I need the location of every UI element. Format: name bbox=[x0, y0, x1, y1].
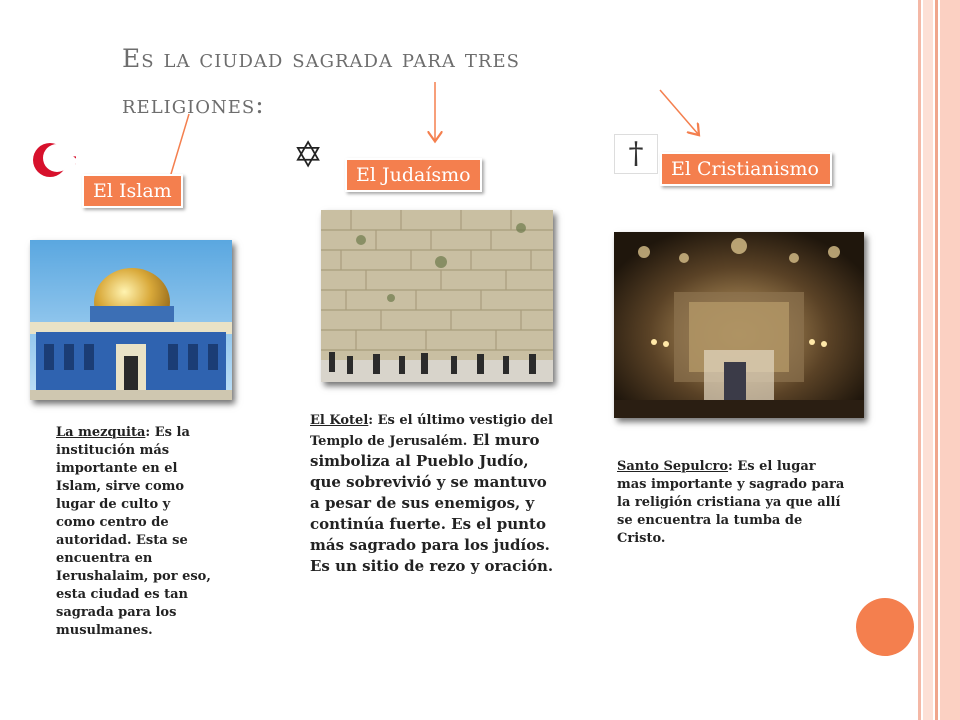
label-judaismo: El Judaísmo bbox=[345, 158, 482, 192]
arrow-cristianismo bbox=[660, 90, 698, 134]
star-of-david-icon: ✡ bbox=[293, 135, 324, 176]
crescent-star-icon bbox=[30, 138, 76, 184]
text-islam bbox=[56, 424, 212, 640]
label-cristianismo: El Cristianismo bbox=[660, 152, 832, 186]
title-line-1: Es la ciudad sagrada para tres bbox=[122, 44, 520, 73]
desc-judaismo-big: El muro simboliza al Pueblo Judío, que sobrevivió y se mantuvo a pesar de sus enemigos, y continúa fuerte. Es el punto más sagrado para los judíos. Es un sitio de rezo y oración. bbox=[310, 431, 554, 575]
photo-dome-of-the-rock bbox=[30, 240, 232, 400]
text-judaismo bbox=[310, 412, 560, 577]
cross-icon: † bbox=[614, 134, 658, 174]
photo-western-wall bbox=[321, 210, 553, 382]
term-mezquita: La mezquita bbox=[56, 425, 146, 440]
label-islam: El Islam bbox=[82, 174, 183, 208]
desc-cristianismo: : Es el lugar mas importante y sagrado para la religión cristiana ya que allí se encuentra la tumba de Cristo. bbox=[617, 459, 845, 546]
desc-judaismo-small: : Es el último vestigio del Templo de Jerusalém. bbox=[310, 413, 553, 449]
photo-holy-sepulchre bbox=[614, 232, 864, 418]
term-kotel: El Kotel bbox=[310, 413, 369, 428]
term-santo-sepulcro: Santo Sepulcro bbox=[617, 459, 729, 474]
desc-islam: : Es la institución más importante en el Islam, sirve como lugar de culto y como centro de autoridad. Esta se encuentra en Ierushalaim, por eso, esta ciudad es tan sagrada para los musulmanes. bbox=[56, 425, 211, 638]
text-cristianismo bbox=[617, 458, 847, 548]
title-line-2: religiones: bbox=[122, 90, 265, 119]
